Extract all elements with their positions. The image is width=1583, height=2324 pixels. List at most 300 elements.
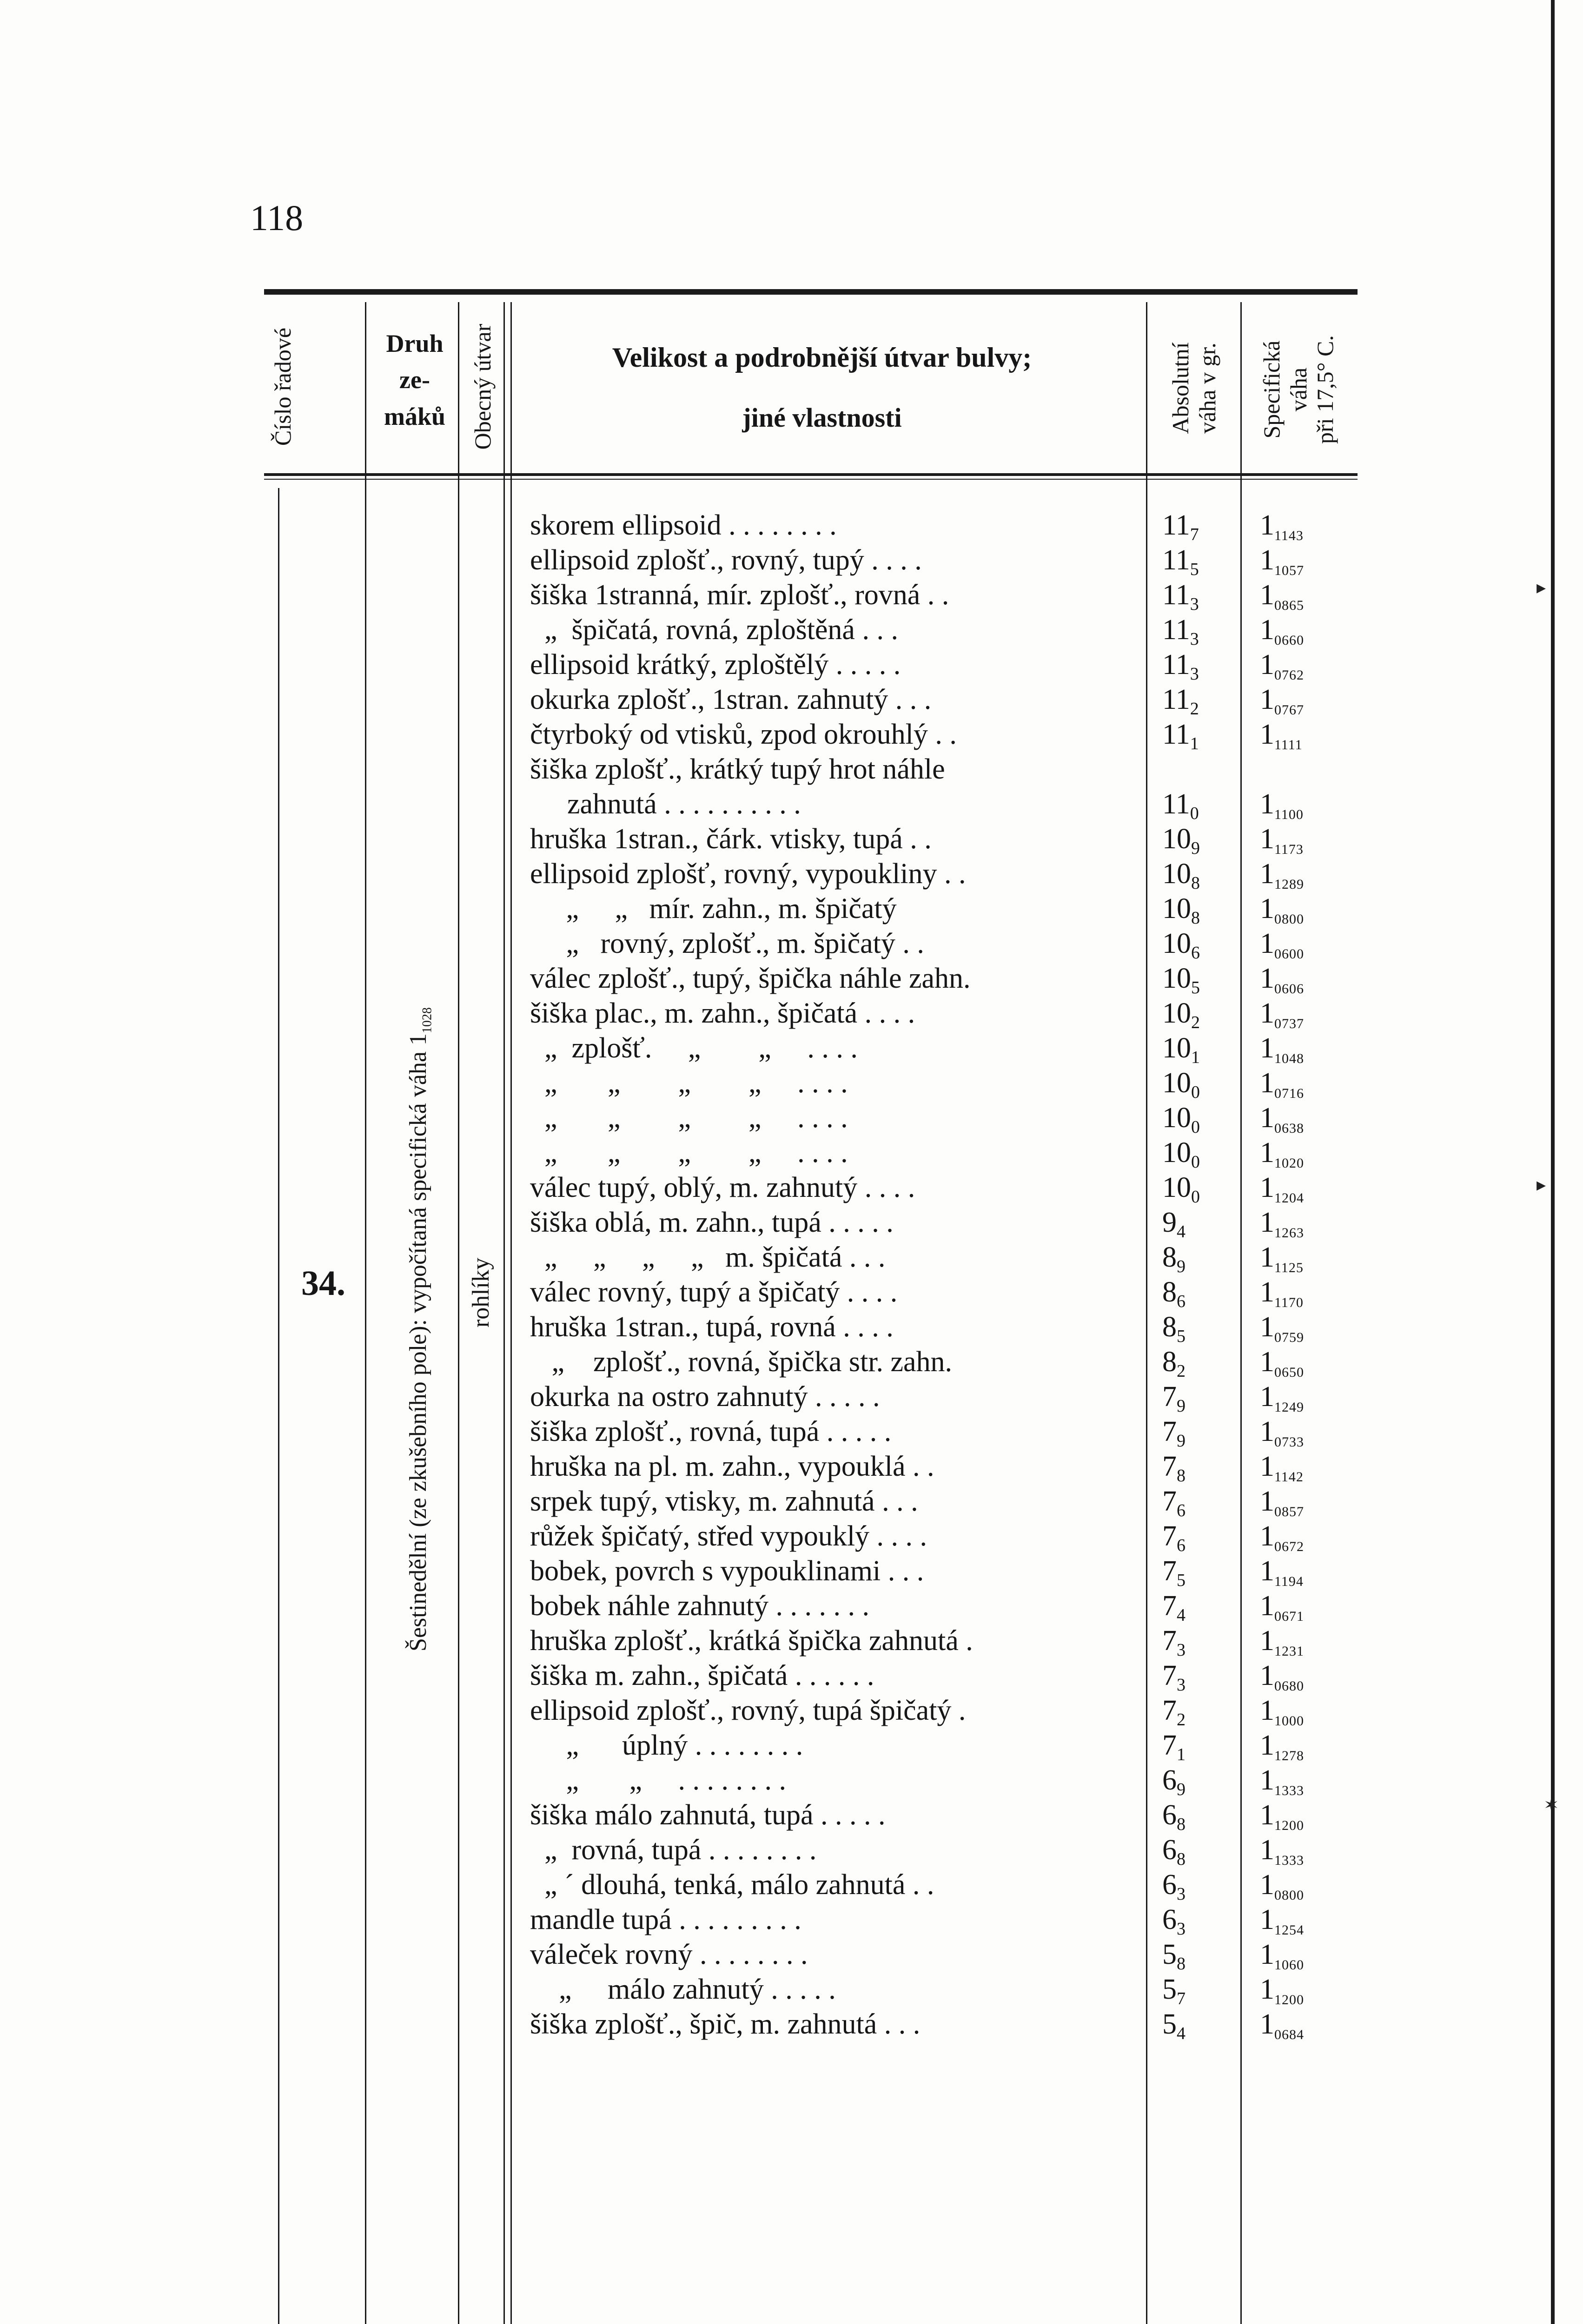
row-weight-sub: 4 xyxy=(1177,2024,1186,2043)
row-weight xyxy=(1162,1624,1223,1658)
row-weight xyxy=(1162,926,1223,961)
row-weight-sub: 2 xyxy=(1177,1361,1186,1381)
margin-mark: ▸ xyxy=(1537,577,1546,598)
row-specific-sub: 1057 xyxy=(1274,563,1304,578)
row-specific-weight xyxy=(1260,1484,1348,1519)
row-description: hruška 1stran., tupá, rovná . . . . xyxy=(530,1311,894,1343)
table-row xyxy=(0,682,1583,717)
row-weight-sub: 1 xyxy=(1190,734,1199,753)
row-specific-main: 1 xyxy=(1260,963,1274,994)
row-specific-main: 1 xyxy=(1260,1137,1274,1169)
row-specific-sub: 0759 xyxy=(1274,1330,1304,1345)
table-row xyxy=(0,2007,1583,2042)
table-row xyxy=(0,752,1583,787)
row-specific-main: 1 xyxy=(1260,823,1274,855)
row-specific-main: 1 xyxy=(1260,579,1274,611)
table-row xyxy=(0,1937,1583,1972)
row-specific-main: 1 xyxy=(1260,1346,1274,1378)
row-specific-sub: 1278 xyxy=(1274,1748,1304,1763)
header-absolutni-line-1: Absolutní xyxy=(1167,342,1193,434)
row-specific-weight xyxy=(1260,1658,1348,1693)
row-specific-main: 1 xyxy=(1260,858,1274,890)
variety-label-text: Šestinedělní (ze zkušebního pole): vypočítaná specifická váha 1 xyxy=(405,1033,431,1651)
row-specific-main: 1 xyxy=(1260,1695,1274,1726)
row-specific-main: 1 xyxy=(1260,1032,1274,1064)
row-specific-weight xyxy=(1260,1589,1348,1624)
table-row xyxy=(0,787,1583,822)
row-weight-sub: 3 xyxy=(1190,664,1199,684)
row-specific-main: 1 xyxy=(1260,1939,1274,1970)
row-weight xyxy=(1162,508,1223,543)
table-row xyxy=(0,1345,1583,1380)
table-row xyxy=(0,1763,1583,1798)
row-weight xyxy=(1162,682,1223,717)
row-specific-weight xyxy=(1260,1693,1348,1728)
table-row xyxy=(0,961,1583,996)
row-specific-sub: 1142 xyxy=(1274,1469,1304,1485)
table-row xyxy=(0,578,1583,613)
row-weight-sub: 3 xyxy=(1177,1884,1186,1904)
header-absolutni-line-2: váha v gr. xyxy=(1194,343,1220,434)
header-specificka-line-1: Specifická xyxy=(1258,340,1285,439)
row-weight-main: 5 xyxy=(1162,1939,1177,1970)
table-row xyxy=(0,1902,1583,1937)
row-specific-sub: 0716 xyxy=(1274,1086,1304,1101)
table-row xyxy=(0,543,1583,578)
row-description: bobek náhle zahnutý . . . . . . . xyxy=(530,1590,870,1622)
row-weight-main: 11 xyxy=(1162,684,1190,715)
table-row xyxy=(0,1170,1583,1205)
row-weight-main: 7 xyxy=(1162,1381,1177,1413)
row-description: „ zplošť., rovná, špička str. zahn. xyxy=(530,1346,953,1378)
table-row xyxy=(0,1484,1583,1519)
row-weight-sub: 9 xyxy=(1177,1431,1186,1451)
row-specific-weight xyxy=(1260,1798,1348,1833)
row-specific-sub: 1333 xyxy=(1274,1853,1304,1868)
row-description: „ málo zahnutý . . . . . xyxy=(530,1974,836,2005)
row-specific-weight xyxy=(1260,543,1348,578)
table-row xyxy=(0,857,1583,891)
row-specific-sub: 1020 xyxy=(1274,1155,1304,1171)
row-weight xyxy=(1162,1449,1223,1484)
row-specific-main: 1 xyxy=(1260,1555,1274,1587)
row-weight-main: 11 xyxy=(1162,719,1190,750)
row-specific-sub: 1048 xyxy=(1274,1051,1304,1066)
row-weight xyxy=(1162,1519,1223,1554)
header-absolutni-vaha xyxy=(1167,309,1222,467)
row-description: „ ´ dlouhá, tenká, málo zahnutá . . xyxy=(530,1869,934,1901)
row-specific-weight xyxy=(1260,1972,1348,2007)
row-description: šiška zplošť., špič, m. zahnutá . . . xyxy=(530,2008,921,2040)
row-specific-sub: 0660 xyxy=(1274,633,1304,648)
row-weight-sub: 9 xyxy=(1177,1257,1186,1276)
row-weight-sub: 6 xyxy=(1177,1292,1186,1311)
row-specific-sub: 0650 xyxy=(1274,1365,1304,1380)
row-specific-weight xyxy=(1260,1380,1348,1414)
row-weight-sub: 5 xyxy=(1191,978,1200,997)
row-weight-sub: 4 xyxy=(1177,1605,1186,1625)
row-weight-main: 9 xyxy=(1162,1207,1177,1238)
row-description: šiška 1stranná, mír. zplošť., rovná . . xyxy=(530,579,949,611)
row-specific-weight xyxy=(1260,1170,1348,1205)
row-specific-sub: 0672 xyxy=(1274,1539,1304,1554)
row-weight-sub: 2 xyxy=(1191,1013,1200,1032)
row-specific-main: 1 xyxy=(1260,1904,1274,1935)
row-weight-main: 7 xyxy=(1162,1625,1177,1657)
row-weight-sub: 6 xyxy=(1177,1536,1186,1555)
row-specific-main: 1 xyxy=(1260,1869,1274,1901)
row-weight xyxy=(1162,717,1223,752)
row-specific-sub: 1173 xyxy=(1274,842,1304,857)
row-specific-main: 1 xyxy=(1260,1764,1274,1796)
table-row xyxy=(0,1066,1583,1101)
row-specific-main: 1 xyxy=(1260,2008,1274,2040)
row-weight xyxy=(1162,1728,1223,1763)
table-row xyxy=(0,1624,1583,1658)
table-row xyxy=(0,926,1583,961)
table-row xyxy=(0,1519,1583,1554)
row-weight-main: 11 xyxy=(1162,649,1190,680)
row-weight-main: 10 xyxy=(1162,1032,1191,1064)
row-weight-main: 7 xyxy=(1162,1555,1177,1587)
table-row xyxy=(0,717,1583,752)
row-specific-sub: 1204 xyxy=(1274,1190,1304,1206)
row-specific-weight xyxy=(1260,1833,1348,1868)
row-specific-main: 1 xyxy=(1260,1799,1274,1831)
table-row xyxy=(0,647,1583,682)
row-specific-weight xyxy=(1260,578,1348,613)
row-specific-weight xyxy=(1260,857,1348,891)
table-row xyxy=(0,1728,1583,1763)
row-weight xyxy=(1162,1031,1223,1066)
header-specificka-vaha xyxy=(1258,310,1340,469)
row-weight-sub: 5 xyxy=(1177,1327,1186,1346)
shape-label-text: rohlíky xyxy=(468,1257,494,1328)
row-weight xyxy=(1162,1658,1223,1693)
row-weight-main: 10 xyxy=(1162,823,1191,855)
header-specificka-line-2: váha xyxy=(1285,367,1311,412)
header-obecny-utvar: Obecný útvar xyxy=(470,324,496,450)
row-weight-main: 8 xyxy=(1162,1241,1177,1273)
row-weight-sub: 3 xyxy=(1190,594,1199,614)
row-weight xyxy=(1162,1275,1223,1310)
row-description: „ zplošť. „ „ . . . . xyxy=(530,1032,858,1064)
row-weight-main: 7 xyxy=(1162,1695,1177,1726)
row-weight-sub: 8 xyxy=(1191,908,1200,928)
row-weight-main: 6 xyxy=(1162,1799,1177,1831)
row-weight-sub: 0 xyxy=(1191,1187,1200,1207)
row-description: „ „ . . . . . . . . xyxy=(530,1764,787,1796)
header-specificka-line-3: při 17,5° C. xyxy=(1312,335,1338,444)
row-specific-weight xyxy=(1260,1449,1348,1484)
row-description: ellipsoid krátký, zploštělý . . . . . xyxy=(530,649,901,680)
row-weight-main: 10 xyxy=(1162,997,1191,1029)
table-row xyxy=(0,1554,1583,1589)
row-weight-main: 7 xyxy=(1162,1486,1177,1517)
table-row xyxy=(0,1380,1583,1414)
row-weight xyxy=(1162,1310,1223,1345)
row-specific-main: 1 xyxy=(1260,544,1274,576)
row-weight-main: 8 xyxy=(1162,1311,1177,1343)
header-druh-line-2: ze- xyxy=(399,366,430,394)
row-description: váleček rovný . . . . . . . . xyxy=(530,1939,808,1970)
row-specific-main: 1 xyxy=(1260,1974,1274,2005)
table-row xyxy=(0,822,1583,857)
row-specific-weight xyxy=(1260,1310,1348,1345)
row-weight xyxy=(1162,1902,1223,1937)
row-specific-sub: 0671 xyxy=(1274,1609,1304,1624)
row-specific-main: 1 xyxy=(1260,1520,1274,1552)
row-weight-main: 7 xyxy=(1162,1590,1177,1622)
table-row xyxy=(0,1101,1583,1136)
row-specific-weight xyxy=(1260,1240,1348,1275)
row-weight-sub: 1 xyxy=(1177,1745,1186,1764)
row-weight-main: 10 xyxy=(1162,893,1191,924)
row-weight-sub: 8 xyxy=(1177,1815,1186,1834)
table-row xyxy=(0,1310,1583,1345)
row-specific-sub: 0762 xyxy=(1274,667,1304,683)
row-weight-sub: 2 xyxy=(1190,699,1199,719)
row-specific-main: 1 xyxy=(1260,1625,1274,1657)
row-weight xyxy=(1162,1937,1223,1972)
row-weight-main: 5 xyxy=(1162,1974,1177,2005)
row-specific-weight xyxy=(1260,508,1348,543)
row-weight-sub: 3 xyxy=(1177,1675,1186,1695)
row-weight xyxy=(1162,961,1223,996)
header-velikost: Velikost a podrobnější útvar bulvy; xyxy=(612,342,1032,373)
row-weight-main: 11 xyxy=(1162,509,1190,541)
header-druh-zemaku xyxy=(368,325,461,435)
row-specific-main: 1 xyxy=(1260,1067,1274,1099)
row-weight-main: 8 xyxy=(1162,1276,1177,1308)
row-weight xyxy=(1162,1345,1223,1380)
row-description: šiška málo zahnutá, tupá . . . . . xyxy=(530,1799,886,1831)
row-weight-main: 11 xyxy=(1162,544,1190,576)
row-description: ellipsoid zplošť, rovný, vypoukliny . . xyxy=(530,858,966,890)
row-weight-main: 7 xyxy=(1162,1520,1177,1552)
row-weight xyxy=(1162,1868,1223,1902)
row-weight xyxy=(1162,2007,1223,2042)
row-weight-sub: 5 xyxy=(1190,560,1199,579)
row-description: ellipsoid zplošť., rovný, tupá špičatý . xyxy=(530,1695,966,1726)
row-weight-main: 10 xyxy=(1162,1067,1191,1099)
row-weight-sub: 0 xyxy=(1191,1117,1200,1137)
row-specific-weight xyxy=(1260,961,1348,996)
table-row xyxy=(0,1205,1583,1240)
row-specific-sub: 0606 xyxy=(1274,981,1304,997)
row-specific-main: 1 xyxy=(1260,649,1274,680)
row-specific-weight xyxy=(1260,647,1348,682)
row-specific-weight xyxy=(1260,613,1348,647)
row-specific-sub: 1333 xyxy=(1274,1783,1304,1798)
row-weight-sub: 7 xyxy=(1177,1989,1186,2008)
row-specific-main: 1 xyxy=(1260,928,1274,959)
row-weight xyxy=(1162,1972,1223,2007)
row-specific-sub: 1200 xyxy=(1274,1818,1304,1833)
table-row xyxy=(0,1240,1583,1275)
table-row xyxy=(0,1589,1583,1624)
row-weight-main: 10 xyxy=(1162,1102,1191,1134)
margin-mark: ✶ xyxy=(1543,1795,1559,1816)
row-specific-sub: 0638 xyxy=(1274,1121,1304,1136)
row-weight-main: 10 xyxy=(1162,963,1191,994)
row-weight xyxy=(1162,787,1223,822)
row-specific-sub: 1194 xyxy=(1274,1574,1304,1589)
row-description: „ špičatá, rovná, zploštěná . . . xyxy=(530,614,898,646)
page-number: 118 xyxy=(250,198,304,238)
row-description: „ úplný . . . . . . . . xyxy=(530,1730,803,1761)
row-weight-main: 7 xyxy=(1162,1660,1177,1691)
row-specific-sub: 1170 xyxy=(1274,1295,1304,1310)
row-weight-main: 10 xyxy=(1162,1137,1191,1169)
row-weight-main: 6 xyxy=(1162,1764,1177,1796)
row-specific-sub: 0865 xyxy=(1274,598,1304,613)
row-description: „ „ „ „ . . . . xyxy=(530,1067,848,1099)
row-specific-sub: 0767 xyxy=(1274,702,1304,718)
row-weight-sub: 0 xyxy=(1191,1152,1200,1172)
row-specific-weight xyxy=(1260,1031,1348,1066)
row-weight-main: 6 xyxy=(1162,1834,1177,1866)
row-description: okurka zplošť., 1stran. zahnutý . . . xyxy=(530,684,932,715)
row-weight-sub: 0 xyxy=(1190,804,1199,823)
row-description: šiška oblá, m. zahn., tupá . . . . . xyxy=(530,1207,894,1238)
row-weight-sub: 1 xyxy=(1191,1048,1200,1067)
row-weight-main: 11 xyxy=(1162,579,1190,611)
row-description: válec zplošť., tupý, špička náhle zahn. xyxy=(530,963,971,994)
row-specific-sub: 1100 xyxy=(1274,807,1304,822)
row-weight xyxy=(1162,996,1223,1031)
row-specific-sub: 0733 xyxy=(1274,1434,1304,1450)
row-weight-sub: 9 xyxy=(1177,1780,1186,1799)
table-row xyxy=(0,891,1583,926)
row-weight xyxy=(1162,1170,1223,1205)
row-weight-sub: 3 xyxy=(1177,1640,1186,1660)
row-specific-weight xyxy=(1260,717,1348,752)
row-weight-sub: 6 xyxy=(1177,1501,1186,1520)
table-row xyxy=(0,1414,1583,1449)
row-weight xyxy=(1162,857,1223,891)
row-description: „ „ „ „ . . . . xyxy=(530,1102,848,1134)
row-specific-sub: 1060 xyxy=(1274,1957,1304,1973)
row-specific-weight xyxy=(1260,1519,1348,1554)
row-weight-main: 6 xyxy=(1162,1869,1177,1901)
row-description: „ rovný, zplošť., m. špičatý . . xyxy=(530,928,924,959)
row-description: válec rovný, tupý a špičatý . . . . xyxy=(530,1276,898,1308)
row-specific-sub: 0800 xyxy=(1274,911,1304,927)
row-specific-weight xyxy=(1260,1101,1348,1136)
header-cislo-radove: Číslo řadové xyxy=(270,327,296,446)
row-weight xyxy=(1162,1136,1223,1170)
row-specific-main: 1 xyxy=(1260,1451,1274,1482)
row-weight-main: 6 xyxy=(1162,1904,1177,1935)
table-row xyxy=(0,1868,1583,1902)
row-weight xyxy=(1162,1833,1223,1868)
row-weight-sub: 3 xyxy=(1190,629,1199,649)
row-specific-sub: 1000 xyxy=(1274,1713,1304,1729)
row-description: šiška m. zahn., špičatá . . . . . . xyxy=(530,1660,874,1691)
table-row xyxy=(0,1136,1583,1170)
row-description: čtyrboký od vtisků, zpod okrouhlý . . xyxy=(530,719,957,750)
row-specific-main: 1 xyxy=(1260,893,1274,924)
row-specific-main: 1 xyxy=(1260,1207,1274,1238)
table-row xyxy=(0,1833,1583,1868)
row-specific-weight xyxy=(1260,996,1348,1031)
row-description: šiška plac., m. zahn., špičatá . . . . xyxy=(530,997,915,1029)
table-row xyxy=(0,996,1583,1034)
row-weight xyxy=(1162,1066,1223,1101)
row-specific-sub: 1254 xyxy=(1274,1922,1304,1938)
row-description: hruška 1stran., čárk. vtisky, tupá . . xyxy=(530,823,932,855)
row-specific-sub: 1289 xyxy=(1274,877,1304,892)
row-specific-weight xyxy=(1260,1066,1348,1101)
row-weight xyxy=(1162,1763,1223,1798)
row-specific-main: 1 xyxy=(1260,1416,1274,1447)
row-weight-sub: 2 xyxy=(1177,1710,1186,1730)
row-specific-sub: 0737 xyxy=(1274,1016,1304,1031)
row-weight-main: 7 xyxy=(1162,1451,1177,1482)
top-rule xyxy=(264,289,1358,295)
row-weight-main: 7 xyxy=(1162,1416,1177,1447)
row-weight-sub: 5 xyxy=(1177,1571,1186,1590)
row-specific-weight xyxy=(1260,1136,1348,1170)
row-specific-sub: 0680 xyxy=(1274,1678,1304,1694)
header-rule xyxy=(264,473,1358,476)
row-description: válec tupý, oblý, m. zahnutý . . . . xyxy=(530,1172,915,1203)
row-specific-weight xyxy=(1260,926,1348,961)
row-description: zahnutá . . . . . . . . . . xyxy=(567,788,801,820)
row-specific-weight xyxy=(1260,787,1348,822)
row-weight-sub: 9 xyxy=(1191,838,1200,858)
row-specific-main: 1 xyxy=(1260,997,1274,1029)
row-specific-sub: 0800 xyxy=(1274,1888,1304,1903)
row-specific-main: 1 xyxy=(1260,1241,1274,1273)
row-specific-main: 1 xyxy=(1260,1590,1274,1622)
row-weight xyxy=(1162,1798,1223,1833)
row-specific-main: 1 xyxy=(1260,1172,1274,1203)
row-description: „ „ mír. zahn., m. špičatý xyxy=(530,893,897,924)
row-specific-main: 1 xyxy=(1260,1381,1274,1413)
row-specific-main: 1 xyxy=(1260,1276,1274,1308)
row-weight-sub: 7 xyxy=(1190,525,1199,544)
row-weight-main: 11 xyxy=(1162,614,1190,646)
row-weight-sub: 8 xyxy=(1177,1954,1186,1974)
row-specific-weight xyxy=(1260,1624,1348,1658)
row-specific-sub: 1263 xyxy=(1274,1225,1304,1241)
row-weight-sub: 3 xyxy=(1177,1919,1186,1939)
row-description: šiška zplošť., rovná, tupá . . . . . xyxy=(530,1416,892,1447)
row-specific-main: 1 xyxy=(1260,1102,1274,1134)
row-weight xyxy=(1162,613,1223,647)
row-description: ellipsoid zplošť., rovný, tupý . . . . xyxy=(530,544,922,576)
row-specific-main: 1 xyxy=(1260,1660,1274,1691)
row-weight-main: 11 xyxy=(1162,788,1190,820)
table-row xyxy=(0,1031,1583,1066)
row-weight xyxy=(1162,1380,1223,1414)
row-description: šiška zplošť., krátký tupý hrot náhle xyxy=(530,753,945,785)
row-specific-sub: 0857 xyxy=(1274,1504,1304,1519)
row-weight-sub: 9 xyxy=(1177,1396,1186,1416)
row-description: okurka na ostro zahnutý . . . . . xyxy=(530,1381,880,1413)
header-jine-vlastnosti: jiné vlastnosti xyxy=(742,403,902,433)
row-description: hruška zplošť., krátká špička zahnutá . xyxy=(530,1625,973,1657)
row-specific-weight xyxy=(1260,1554,1348,1589)
row-description: „ rovná, tupá . . . . . . . . xyxy=(530,1834,817,1866)
table-row xyxy=(0,508,1583,543)
row-specific-sub: 1111 xyxy=(1274,737,1303,753)
row-specific-weight xyxy=(1260,1275,1348,1310)
row-description: skorem ellipsoid . . . . . . . . xyxy=(530,509,837,541)
row-weight xyxy=(1162,1693,1223,1728)
